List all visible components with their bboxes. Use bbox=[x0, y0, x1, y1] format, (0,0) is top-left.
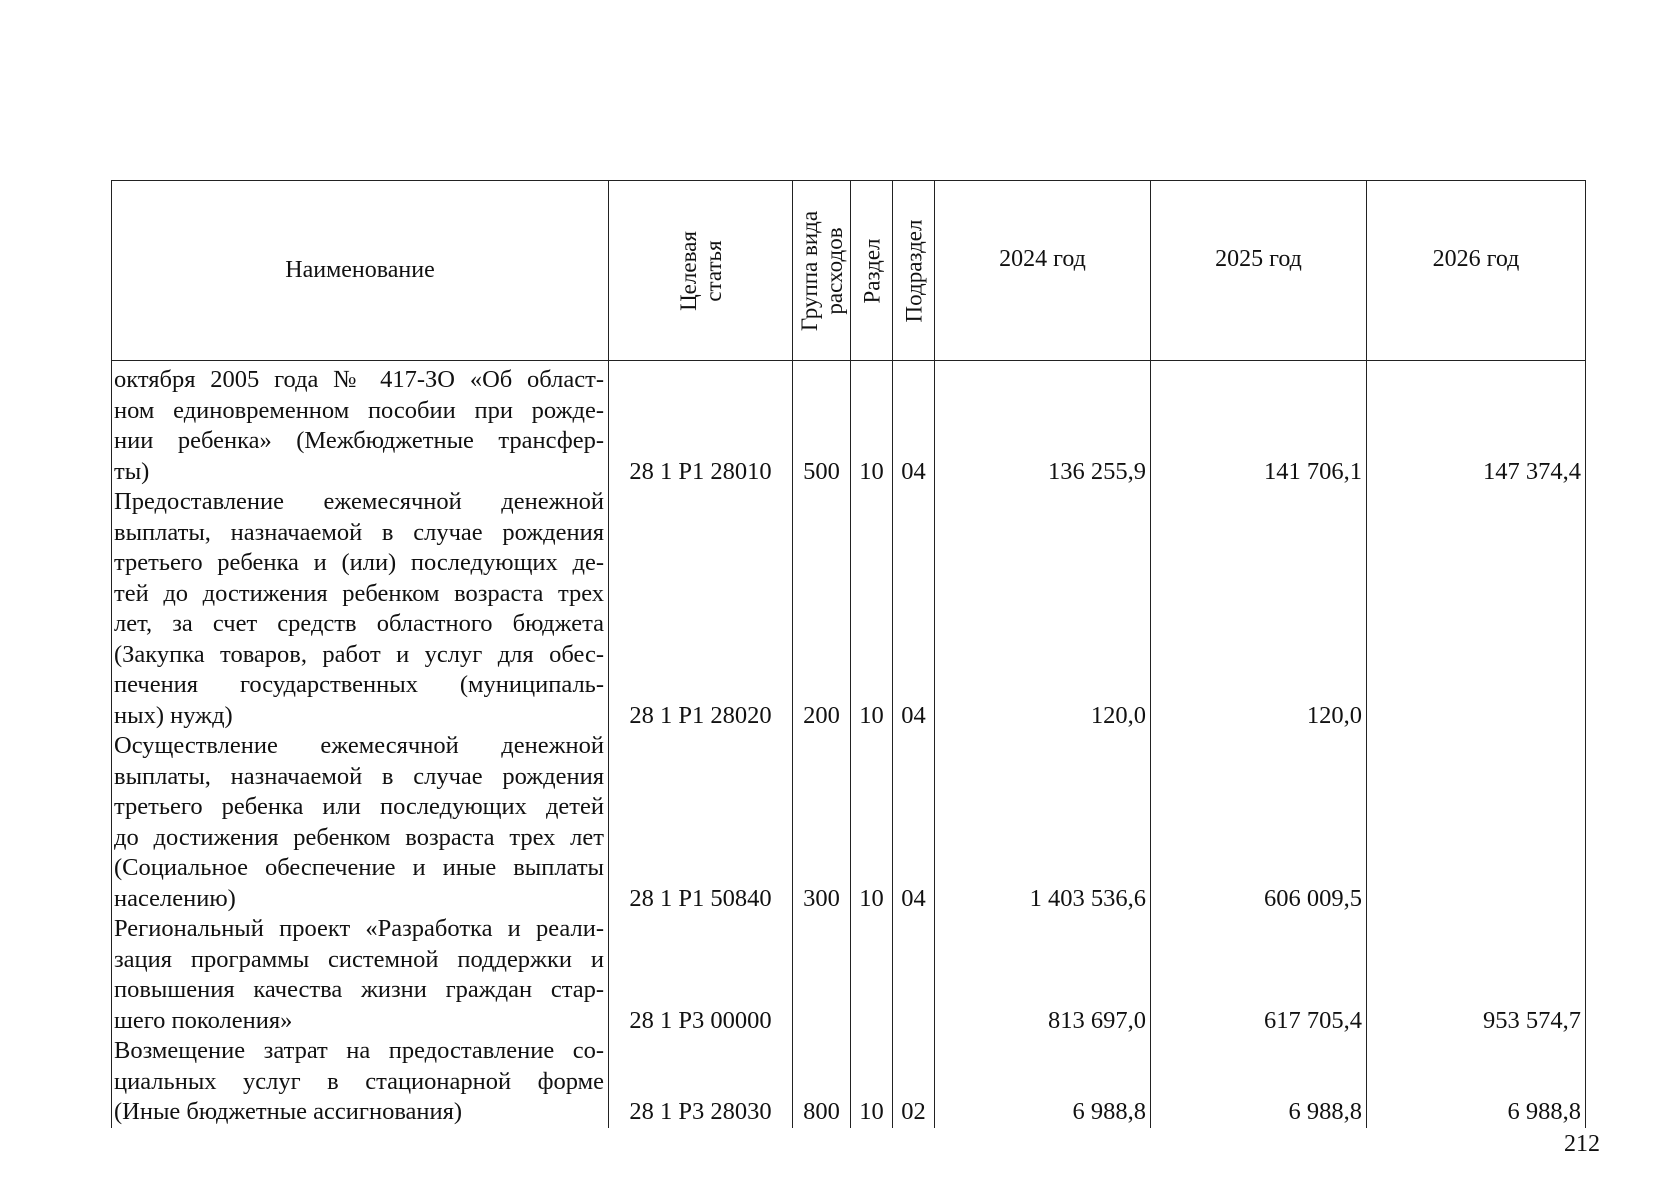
table-row bbox=[112, 914, 1586, 1036]
name-line: зация программы системной поддержки и bbox=[114, 945, 604, 973]
name-line: Возмещение затрат на предоставление со- bbox=[114, 1037, 604, 1064]
cell-target-article: 28 1 Р1 50840 bbox=[609, 731, 793, 914]
header-target-article bbox=[609, 181, 793, 361]
header-year-2025: 2025 год bbox=[1151, 181, 1367, 361]
cell-target-article: 28 1 Р3 00000 bbox=[609, 914, 793, 1036]
cell-amount-2024: 1 403 536,6 bbox=[935, 731, 1151, 914]
cell-name bbox=[112, 361, 609, 488]
table-body bbox=[112, 361, 1586, 1128]
cell-section: 10 bbox=[851, 1036, 893, 1128]
header-target-line1: Целевая bbox=[675, 230, 701, 311]
name-line: Осуществление ежемесячной денежной bbox=[114, 732, 604, 759]
cell-target-article: 28 1 Р1 28010 bbox=[609, 361, 793, 488]
cell-expense-group: 300 bbox=[793, 731, 851, 914]
cell-amount-2026: 6 988,8 bbox=[1367, 1036, 1586, 1128]
cell-amount-2025: 141 706,1 bbox=[1151, 361, 1367, 488]
table-header bbox=[112, 181, 1586, 361]
header-subsection-label: Подраздел bbox=[901, 219, 926, 322]
name-line: октября 2005 года № 417-ЗО «Об област- bbox=[114, 366, 604, 393]
cell-name bbox=[112, 731, 609, 914]
cell-expense-group: 200 bbox=[793, 487, 851, 731]
cell-amount-2026 bbox=[1367, 731, 1586, 914]
table-row bbox=[112, 731, 1586, 914]
name-line: выплаты, назначаемой в случае рождения bbox=[114, 762, 604, 790]
name-line: ты) bbox=[114, 457, 150, 485]
header-group-line1: Группа вида bbox=[796, 210, 822, 331]
cell-target-article: 28 1 Р3 28030 bbox=[609, 1036, 793, 1128]
header-subsection bbox=[893, 181, 935, 361]
name-line: ном единовременном пособии при рожде- bbox=[114, 396, 604, 424]
header-target-line2: статья bbox=[700, 239, 726, 302]
name-line: (Закупка товаров, работ и услуг для обес- bbox=[114, 640, 604, 668]
cell-amount-2025: 120,0 bbox=[1151, 487, 1367, 731]
name-line: третьего ребенка и (или) последующих де- bbox=[114, 549, 604, 576]
cell-amount-2026: 953 574,7 bbox=[1367, 914, 1586, 1036]
budget-table bbox=[111, 180, 1586, 1128]
header-expense-group bbox=[793, 181, 851, 361]
name-line: шего поколения» bbox=[114, 1006, 293, 1034]
name-line: (Иные бюджетные ассигнования) bbox=[114, 1098, 463, 1125]
cell-section: 10 bbox=[851, 731, 893, 914]
cell-subsection: 04 bbox=[893, 361, 935, 488]
name-line: Предоставление ежемесячной денежной bbox=[114, 488, 604, 515]
cell-subsection bbox=[893, 914, 935, 1036]
name-line: циальных услуг в стационарной форме bbox=[114, 1067, 604, 1095]
header-year-2024: 2024 год bbox=[935, 181, 1151, 361]
cell-section bbox=[851, 914, 893, 1036]
header-section-label: Раздел bbox=[859, 237, 884, 304]
cell-subsection: 04 bbox=[893, 731, 935, 914]
cell-amount-2024: 136 255,9 bbox=[935, 361, 1151, 488]
cell-expense-group: 500 bbox=[793, 361, 851, 488]
name-line: выплаты, назначаемой в случае рождения bbox=[114, 518, 604, 546]
name-line: лет, за счет средств областного бюджета bbox=[114, 610, 604, 637]
name-line: населению) bbox=[114, 884, 236, 912]
cell-subsection: 02 bbox=[893, 1036, 935, 1128]
name-line: нии ребенка» (Межбюджетные трансфер- bbox=[114, 427, 604, 454]
cell-expense-group: 800 bbox=[793, 1036, 851, 1128]
name-line: до достижения ребенком возраста трех лет bbox=[114, 823, 604, 851]
page-number: 212 bbox=[1564, 1131, 1600, 1157]
cell-amount-2026: 147 374,4 bbox=[1367, 361, 1586, 488]
cell-name bbox=[112, 914, 609, 1036]
name-line: печения государственных (муниципаль- bbox=[114, 671, 604, 698]
header-name: Наименование bbox=[112, 181, 609, 361]
table-row bbox=[112, 1036, 1586, 1128]
cell-amount-2025: 617 705,4 bbox=[1151, 914, 1367, 1036]
header-group-line2: расходов bbox=[821, 226, 847, 315]
header-section bbox=[851, 181, 893, 361]
cell-amount-2026 bbox=[1367, 487, 1586, 731]
cell-name bbox=[112, 487, 609, 731]
name-line: (Социальное обеспечение и иные выплаты bbox=[114, 854, 604, 881]
cell-target-article: 28 1 Р1 28020 bbox=[609, 487, 793, 731]
cell-expense-group bbox=[793, 914, 851, 1036]
table-row bbox=[112, 361, 1586, 488]
name-line: Региональный проект «Разработка и реали- bbox=[114, 915, 604, 942]
cell-section: 10 bbox=[851, 487, 893, 731]
table-row bbox=[112, 487, 1586, 731]
header-year-2026: 2026 год bbox=[1367, 181, 1586, 361]
name-line: повышения качества жизни граждан стар- bbox=[114, 976, 604, 1003]
name-line: ных) нужд) bbox=[114, 701, 233, 729]
cell-name bbox=[112, 1036, 609, 1128]
cell-amount-2024: 813 697,0 bbox=[935, 914, 1151, 1036]
cell-amount-2024: 120,0 bbox=[935, 487, 1151, 731]
cell-subsection: 04 bbox=[893, 487, 935, 731]
cell-amount-2024: 6 988,8 bbox=[935, 1036, 1151, 1128]
cell-amount-2025: 606 009,5 bbox=[1151, 731, 1367, 914]
cell-amount-2025: 6 988,8 bbox=[1151, 1036, 1367, 1128]
cell-section: 10 bbox=[851, 361, 893, 488]
name-line: третьего ребенка или последующих детей bbox=[114, 793, 604, 820]
name-line: тей до достижения ребенком возраста трех bbox=[114, 579, 604, 607]
